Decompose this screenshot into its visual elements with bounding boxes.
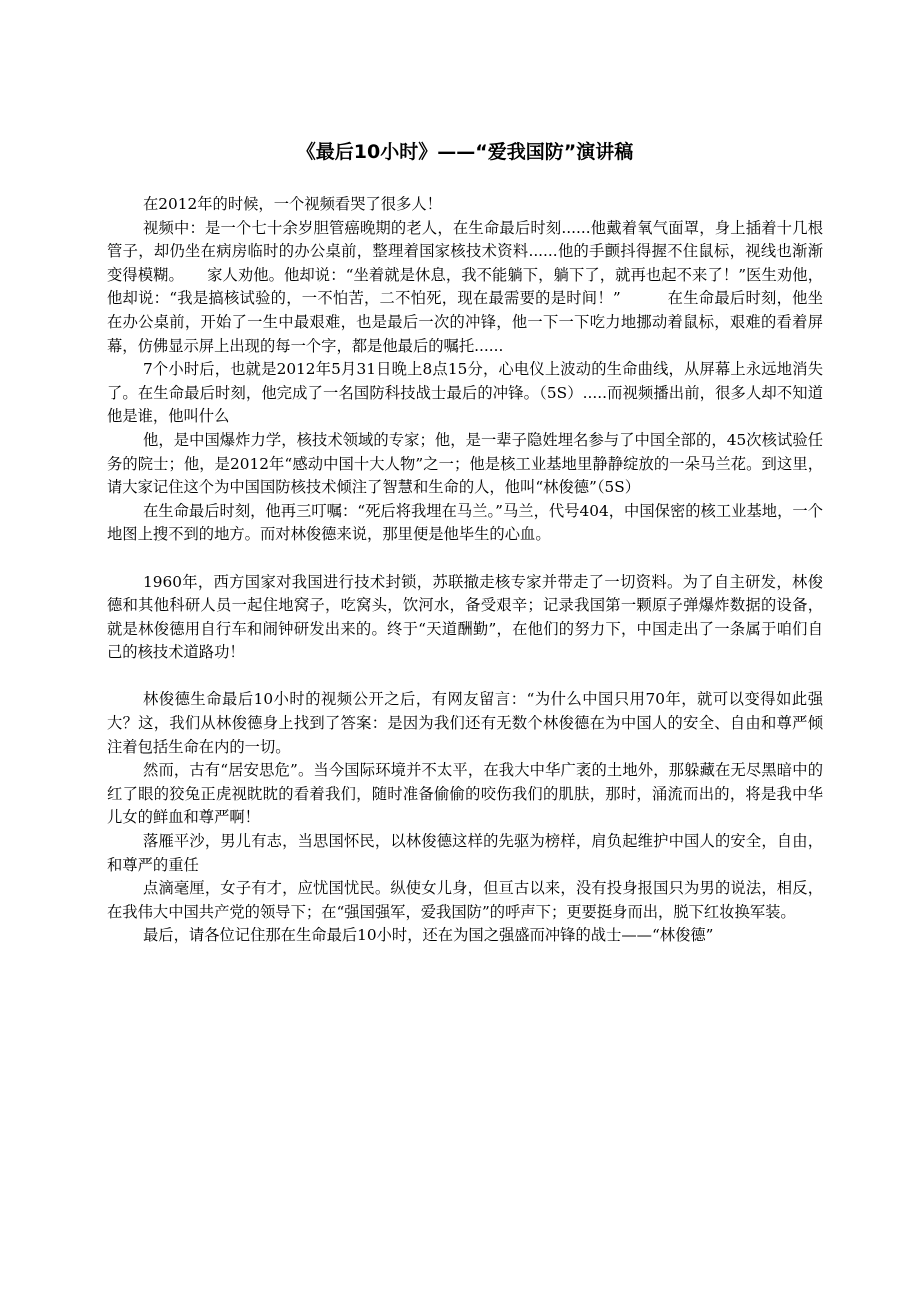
document-page — [107, 138, 823, 948]
paragraph-4: 他，是中国爆炸力学，核技术领域的专家；他，是一辈子隐姓埋名参与了中国全部的，45次核试验任务的院士；他，是2012年“感动中国十大人物”之一；他是核工业基地里静静绽放的一朵马兰花。到这里，请大家记住这个为中国国防核技术倾注了智慧和生命的人，他叫“林俊德”（5S） — [107, 430, 823, 497]
paragraph-3: 7个小时后，也就是2012年5月31日晚上8点15分，心电仪上波动的生命曲线，从屏幕上永远地消失了。在生命最后时刻，他完成了一名国防科技战士最后的冲锋。（5S）.....而视频播出前，很多人却不知道他是谁，他叫什么 — [107, 360, 823, 426]
paragraph-8: 然而，古有“居安思危”。当今国际环境并不太平，在我大中华广袤的土地外，那躲藏在无尽黑暗中的红了眼的狡兔正虎视眈眈的看着我们，随时准备偷偷的咬伤我们的肌肤，那时，涌流而出的，将是我中华儿女的鲜血和尊严啊！ — [107, 761, 823, 827]
paragraph-11: 最后，请各位记住那在生命最后10小时，还在为国之强盛而冲锋的战士——“林俊德” — [143, 926, 714, 945]
paragraph-7: 林俊德生命最后10小时的视频公开之后，有网友留言：“为什么中国只用70年，就可以变得如此强大？这，我们从林俊德身上找到了答案：是因为我们还有无数个林俊德在为中国人的安全、自由和尊严倾注着包括生命在内的一切。 — [107, 690, 823, 756]
blank-line — [107, 665, 823, 689]
paragraph-5: 在生命最后时刻，他再三叮嘱：“死后将我埋在马兰。”马兰，代号404，中国保密的核工业基地，一个地图上搜不到的地方。而对林俊德来说，那里便是他毕生的心血。 — [107, 501, 823, 544]
document-title: 《最后10小时》——“爱我国防”演讲稿 — [296, 141, 634, 163]
paragraph-1: 在2012年的时候，一个视频看哭了很多人！ — [143, 195, 442, 213]
paragraph-10: 点滴毫厘，女子有才，应忧国忧民。纵使女儿身，但亘古以来，没有投身报国只为男的说法，相反，在我伟大中国共产党的领导下；在“强国强军，爱我国防”的呼声下；更要挺身而出，脱下红妆换军装。 — [107, 879, 823, 921]
paragraph-2: 视频中：是一个七十余岁胆管癌晚期的老人，在生命最后时刻......他戴着氧气面罩，身上插着十几根管子，却仍坐在病房临时的办公桌前，整理着国家核技术资料......他的手颤抖得握不住鼠标，视线也渐渐变得模糊。 家人劝他。他却说：“坐着就是休息，我不能躺下，躺下了，就再也起不来了！”医生劝他，他却说：“我是搞核试验的，一不怕苦，二不怕死，现在最需要的是时间！” 在生命最后时刻，他坐在办公桌前，开始了一生中最艰难，也是最后一次的冲锋，他一下一下吃力地挪动着鼠标，艰难的看着屏幕，仿佛显示屏上出现的每一个字，都是他最后的嘱托...... — [107, 218, 823, 355]
paragraph-6: 1960年，西方国家对我国进行技术封锁，苏联撤走核专家并带走了一切资料。为了自主研发，林俊德和其他科研人员一起住地窝子，吃窝头，饮河水，备受艰辛；记录我国第一颗原子弹爆炸数据的设备，就是林俊德用自行车和闹钟研发出来的。终于“天道酬勤”，在他们的努力下，中国走出了一条属于咱们自己的核技术道路功！ — [107, 572, 823, 662]
paragraph-9: 落雁平沙，男儿有志，当思国怀民，以林俊德这样的先驱为榜样，肩负起维护中国人的安全，自由，和尊严的重任 — [107, 832, 823, 874]
blank-line — [107, 547, 823, 571]
